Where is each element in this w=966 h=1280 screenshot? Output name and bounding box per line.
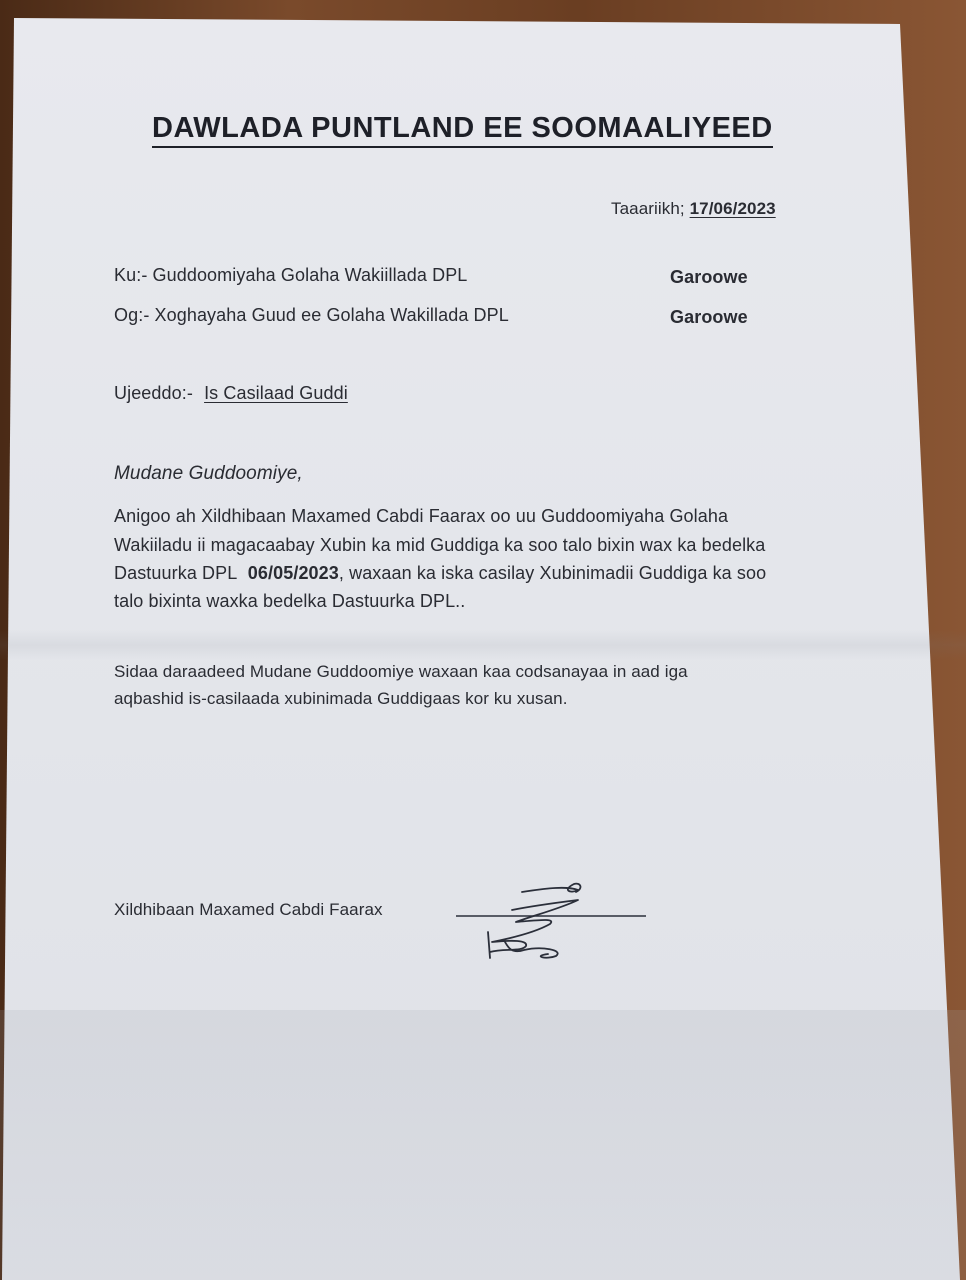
subject-value: Is Casilaad Guddi — [204, 383, 348, 403]
date-line — [611, 199, 776, 219]
recipient-to-city: Garoowe — [670, 267, 748, 287]
handwritten-signature — [452, 880, 652, 970]
paragraph1-line4: talo bixinta waxka bedelka Dastuurka DPL.. — [114, 591, 466, 611]
date-label: Taaariikh; — [611, 199, 685, 218]
recipient-to: Ku:- Guddoomiyaha Golaha Wakiillada DPL — [114, 265, 468, 285]
paragraph1-line3-pre: Dastuurka DPL — [114, 563, 237, 583]
paragraph2-line1: Sidaa daraadeed Mudane Guddoomiye waxaan kaa codsanayaa in aad iga — [114, 662, 688, 681]
date-value: 17/06/2023 — [689, 199, 776, 218]
salutation: Mudane Guddoomiye, — [114, 463, 303, 484]
paper-fold-shadow — [0, 1010, 966, 1280]
subject-line — [114, 383, 348, 404]
recipient-cc-city: Garoowe — [670, 307, 748, 327]
paper-fold-line — [0, 630, 966, 660]
signatory-name: Xildhibaan Maxamed Cabdi Faarax — [114, 900, 383, 919]
paragraph1-line1: Anigoo ah Xildhibaan Maxamed Cabdi Faarax oo uu Guddoomiyaha Golaha — [114, 506, 729, 526]
paragraph2-line2: aqbashid is-casilaada xubinimada Guddigaas kor ku xusan. — [114, 689, 568, 708]
signature-scribble — [488, 884, 580, 958]
recipient-cc: Og:- Xoghayaha Guud ee Golaha Wakillada DPL — [114, 305, 509, 325]
paragraph1-line3 — [114, 563, 766, 584]
paragraph1-date: 06/05/2023 — [247, 563, 339, 583]
paragraph1-line3-post: , waxaan ka iska casilay Xubinimadii Guddiga ka soo — [338, 563, 767, 583]
letter-title: DAWLADA PUNTLAND EE SOOMAALIYEED — [152, 112, 773, 148]
subject-label: Ujeeddo:- — [114, 383, 193, 403]
paragraph1-line2: Wakiiladu ii magacaabay Xubin ka mid Guddiga ka soo talo bixin wax ka bedelka — [114, 535, 766, 555]
